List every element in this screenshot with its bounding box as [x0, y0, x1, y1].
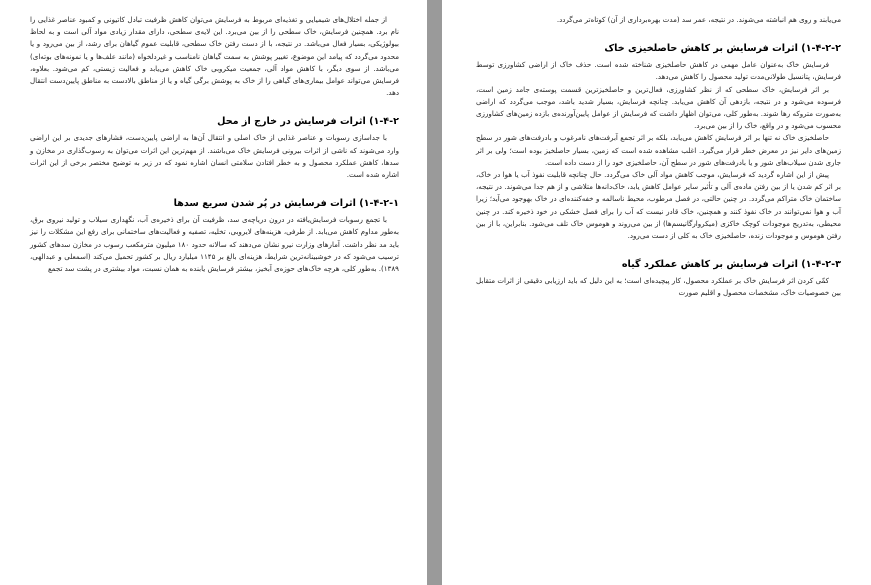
paragraph: با جداسازی رسوبات و عناصر غذایی از خاک اصلی و انتقال آن‌ها به اراضی پایین‌دست، فشارهای جدیدی بر این اراضی وارد می‌شوند که ناشی از اثرات بیرونی فرسایش خاک می‌باشند. از مهم‌ترین این اثرات می‌توان به رسوب‌گذاری در مخازن و سدها، کاهش عملکرد محصول و به خطر افتادن سلامتی انسان اشاره نمود که در زیر به توضیح مختصر برخی از این اثرات اشاره شده است. — [30, 133, 399, 180]
paragraph: با تجمع رسوبات فرسایش‌یافته در درون دریاچه‌ی سد، ظرفیت آن برای ذخیره‌ی آب، نگهداری سیلاب و تولید نیروی برق، به‌طور مداوم کاهش می‌یابد. از طرفی، هزینه‌های لایروبی، تخلیه، تصفیه و فعالیت‌های ساختمانی برای رفع این مشکلات را نیز باید مد نظر داشت. آمارهای وزارت نیرو نشان می‌دهند که سالانه حدود ۱۸۰ میلیون مترمکعب رسوب در مخازن سدهای کشور ترسیب می‌شود که در خوشبینانه‌ترین شرایط، هزینه‌ای بالغ بر ۱۱۴۵ میلیارد ریال بر کشور تحمیل می‌کند (اسمعلی و عبدالهی، ۱۳۸۹). به‌طور کلی، هرچه خاک‌های حوزه‌ی آبخیز، بیشتر فرسایش یابنده به همان نسبت، مواد بیشتری در پشت سد تجمع — [30, 215, 399, 274]
paragraph: کمّی کردن اثر فرسایش خاک بر عملکرد محصول، کار پیچیده‌ای است؛ به این دلیل که باید ارزیابی دقیقی از اثرات متقابل بین خصوصیات خاک، مشخصات محصول و اقلیم صورت — [476, 276, 841, 298]
paragraph: بر اثر فرسایش، خاک سطحی که از نظر کشاورزی، فعال‌ترین و حاصلخیزترین قسمت پوسته‌ی جامد زمین است، فرسوده می‌شود و در نتیجه، بازدهی آن کاهش می‌یابد. چنانچه فرسایش، بسیار شدید باشد، موجب می‌گردد که اراضی به‌صورت متروکه رها شوند. به‌طور کلی، می‌توان اظهار داشت که فرسایش از عوامل پایین‌آورنده‌ی بازده زمین‌های کشاورزی محسوب می‌شود و در واقع، خاک را از بین می‌برد. — [476, 84, 841, 131]
section-heading: ۱-۴-۲-۲) اثرات فرسایش بر کاهش حاصلخیزی خاک — [604, 43, 841, 55]
paragraph: پیش از این اشاره گردید که فرسایش، موجب کاهش مواد آلی خاک می‌گردد. حال چنانچه قابلیت نفوذ آب یا هوا در خاک، بر اثر کم شدن یا از بین رفتن ماده‌ی آلی و تأثیر سایر عوامل کاهش یابد، خاک‌دانه‌ها متلاشی و از هم جدا می‌شوند. در نتیجه، ساختمان خاک متراکم می‌گردد. در چنین حالتی، در فصل مرطوب، محیط ناسالمه و خفه‌کننده‌ای در خاک بهوجود می‌آید؛ زیرا آب و هوا نمی‌توانند در خاک نفوذ کنند و همچنین، خاک قادر نیست که آب را برای فصل خشکی در خود ذخیره کند. در چنین محیطی، به‌تدریج موجودات کوچک خاکزی (میکروارگانیسم‌ها) از بین می‌روند و هوموس خاک تلف می‌شود. بنابراین، با از بین رفتن هوموس و موجودات زنده، حاصلخیزی خاک به کلی از دست می‌رود. — [476, 170, 841, 241]
left-page-body — [30, 14, 399, 275]
right-page-body — [476, 14, 841, 300]
paragraph: حاصلخیزی خاک نه تنها بر اثر فرسایش کاهش می‌یابد، بلکه بر اثر تجمع آبرفت‌های نامرغوب و بادرفت‌های شور در سطح زمین‌های دایر نیز در معرض خطر قرار می‌گیرد. اغلب مشاهده شده است که زمین، بسیار حاصلخیز بوده است؛ ولی بر اثر جاری شدن سیلاب‌های شور و یا بادرفت‌های شور در سطح آن، حاصلخیزی خود را از دست داده است. — [476, 133, 841, 167]
right-page — [442, 0, 871, 585]
paragraph: می‌یابند و روی هم انباشته می‌شوند. در نتیجه، عمر سد (مدت بهره‌برداری از آن) کوتاه‌تر می‌گردد. — [556, 15, 841, 24]
section-heading: ۱-۴-۲-۳) اثرات فرسایش بر کاهش عملکرد گیاه — [621, 259, 841, 271]
section-heading: ۱-۴-۲) اثرات فرسایش در خارج از محل — [217, 116, 399, 128]
paragraph: فرسایش خاک به‌عنوان عامل مهمی در کاهش حاصلخیزی شناخته شده است. حذف خاک از اراضی کشاورزی توسط فرسایش، پتانسیل طولانی‌مدت تولید محصول را کاهش می‌دهد. — [476, 60, 841, 82]
section-heading: ۱-۴-۲-۱) اثرات فرسایش در پُر شدن سریع سدها — [173, 198, 399, 210]
paragraph: از جمله اختلال‌های شیمیایی و تغذیه‌ای مربوط به فرسایش می‌توان کاهش ظرفیت تبادل کاتیونی و کمبود عناصر غذایی را نام برد. همچنین فرسایش، خاک سطحی را از بین می‌برد. این لایه‌ی سطحی، دارای مقدار زیادی مواد آلی است و به لحاظ بیولوژیکی، بسیار فعال می‌باشد. در نتیجه، با از دست رفتن خاک سطحی، قابلیت عموم گیاهان برای رشد، از بین می‌رود و یا محدود می‌گردد که پیامد این موضوع، تغییر پوشش به سمت گیاهان نامناسب و غیردلخواه (مانند علف‌ها و یا نمونه‌های بوته‌ای) می‌باشد. از سوی دیگر، با کاهش مواد آلی، جمعیت میکروبی خاک کاهش می‌یابد و فعالیت زیستی، کم می‌شود. بعلاوه، فرسایش می‌تواند عوامل بیماری‌های گیاهی را از خاک به پوشش برگی گیاه و یا از مناطق بالادست به مناطق پایین‌دست انتقال دهد. — [30, 15, 399, 98]
left-page — [0, 0, 427, 585]
